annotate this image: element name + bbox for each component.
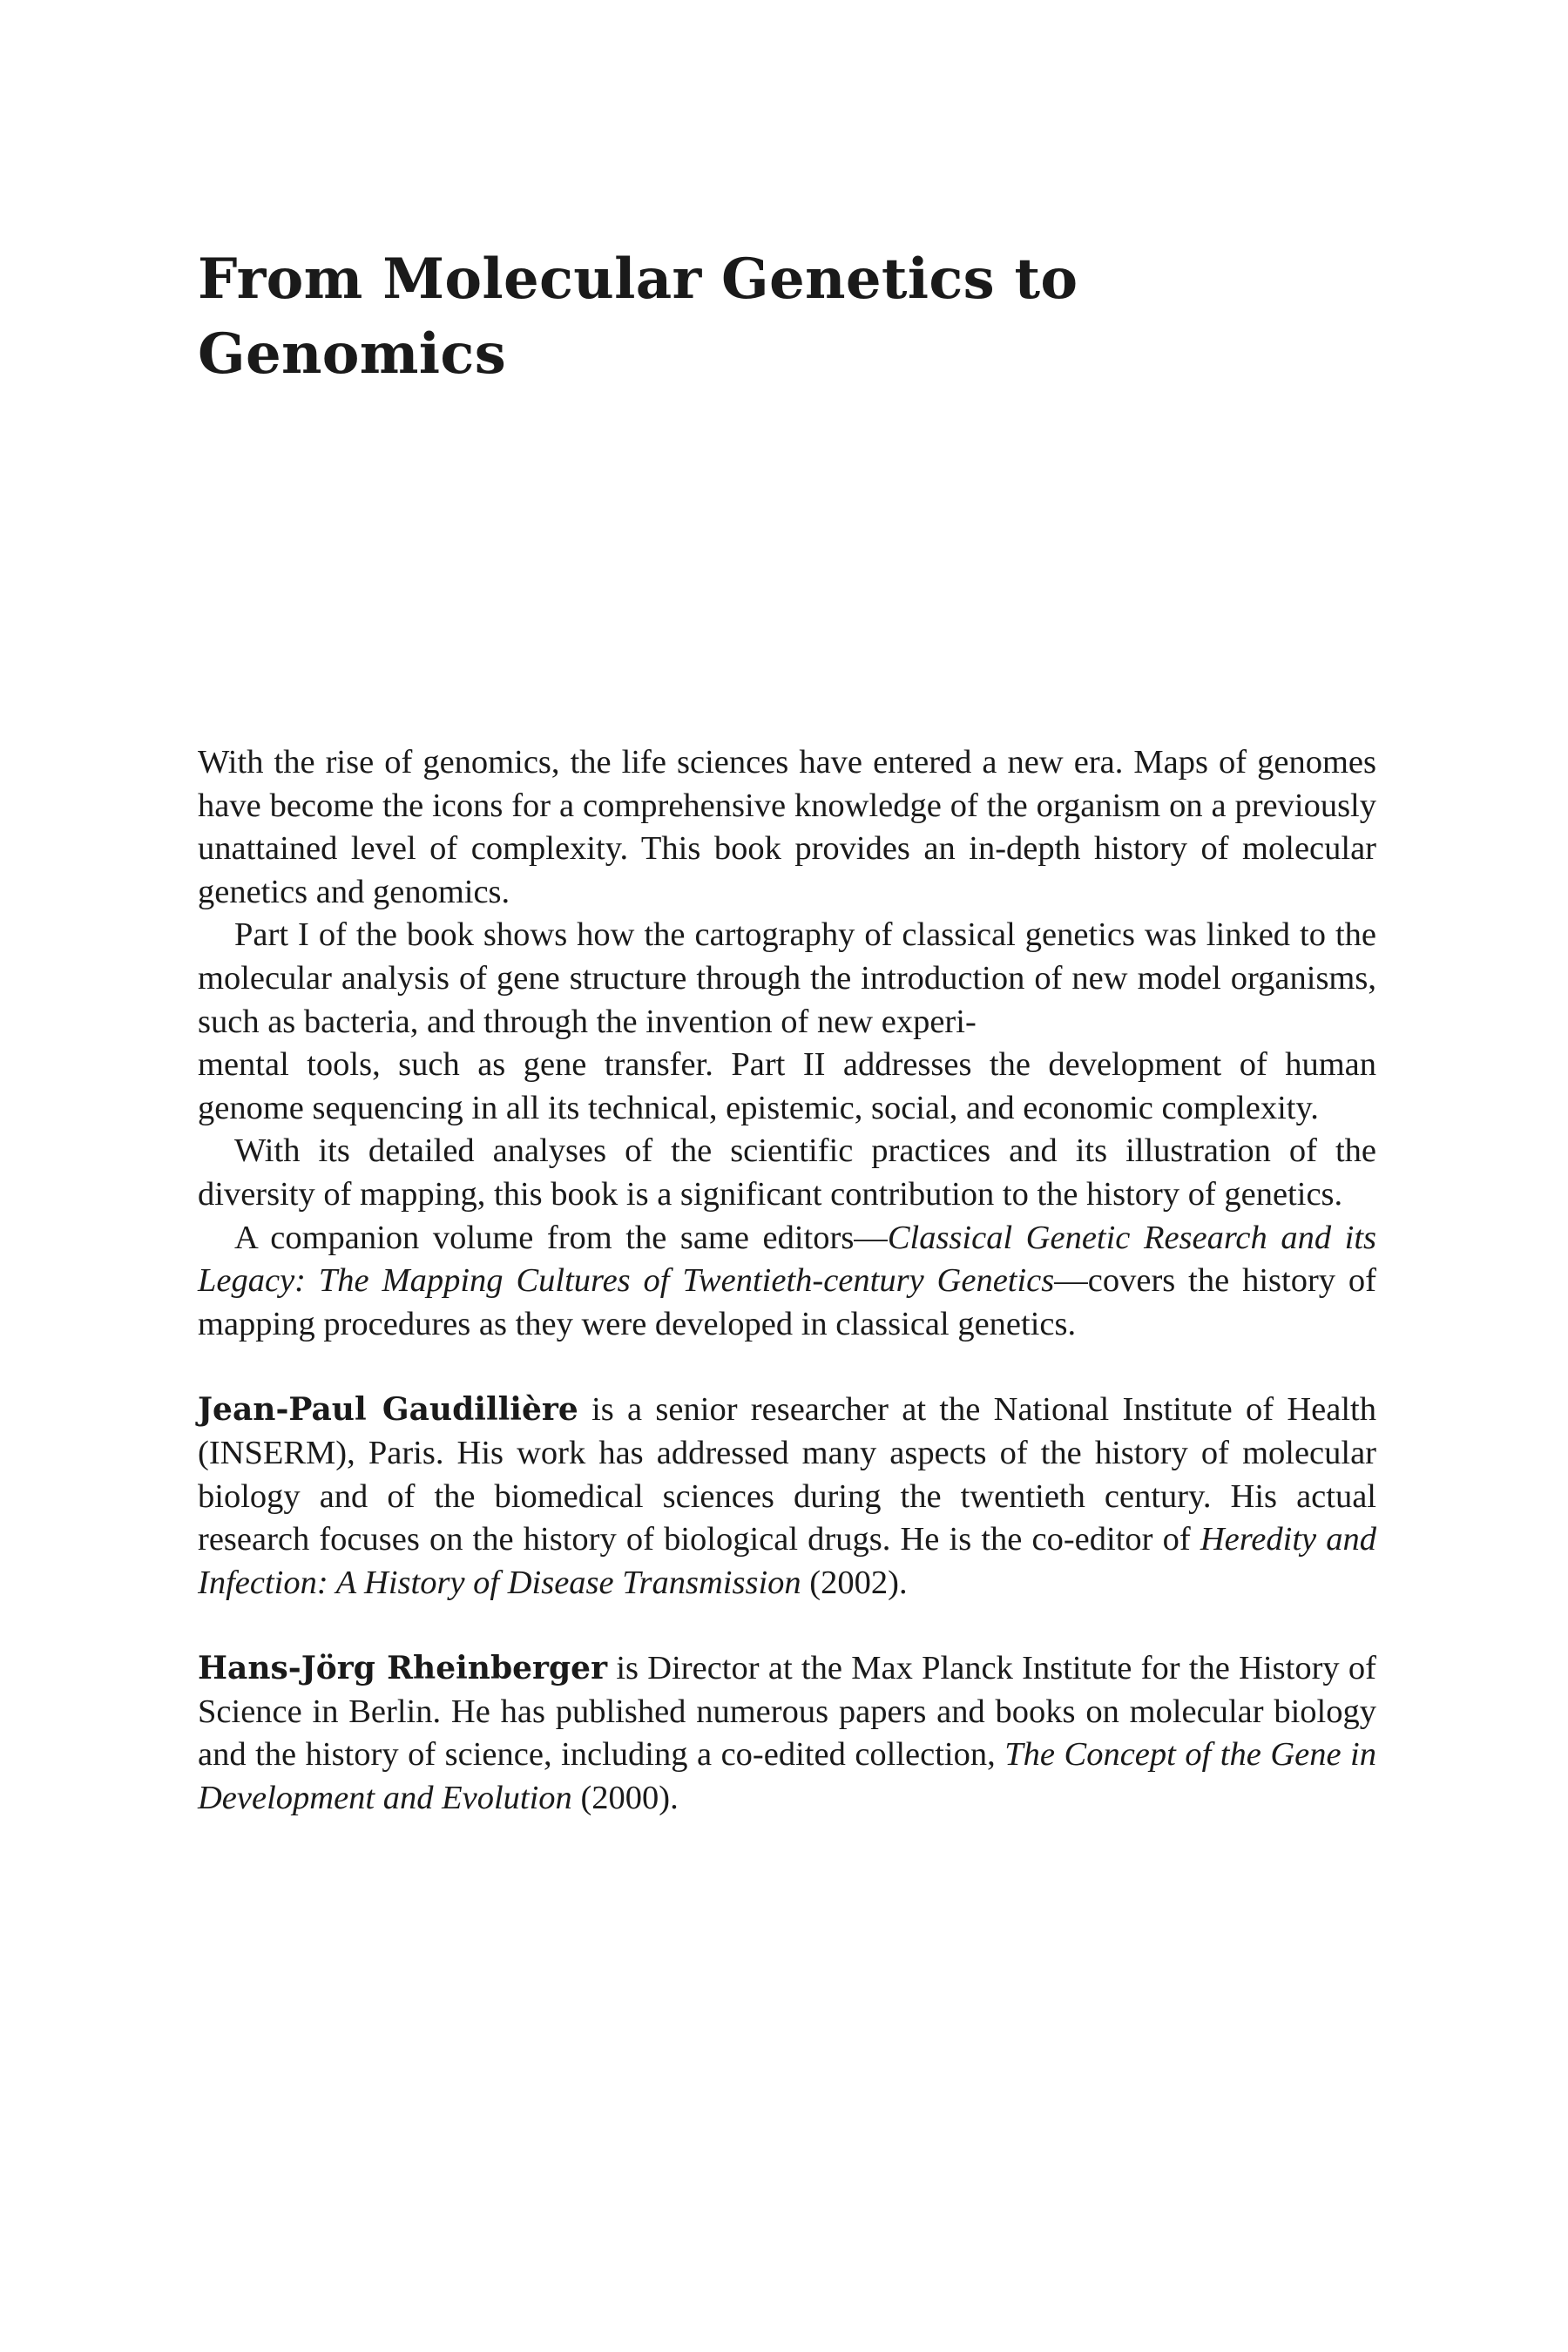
book-title-line-1: From Molecular Genetics to xyxy=(198,247,1078,312)
book-title-line-2: Genomics xyxy=(198,321,507,387)
editor-bio-gaudilliere xyxy=(198,1389,1376,1605)
editor-book-title: The Concept of the Gene in Development and Evolution xyxy=(198,1736,1376,1817)
editor-name: Jean-Paul Gaudillière xyxy=(198,1391,578,1429)
editor-bio-year: (2002). xyxy=(801,1564,908,1601)
editor-bio-text: is Director at the Max Planck Institute for the History of Science in Berlin. He has published numerous papers and books on molecular biology and the history of science, including a co-edited collection, xyxy=(198,1650,1377,1774)
editor-bio-year: (2000). xyxy=(571,1780,679,1817)
description-paragraph-4 xyxy=(198,1217,1376,1347)
book-page xyxy=(198,0,1376,2352)
description-paragraph-2-part-a: Part I of the book shows how the cartography of classical genetics was linked to the molecular analysis of gene structure through the introduction of new model organisms, such as bacteria, and through the invention of new experi xyxy=(198,916,1376,1040)
description-paragraph-1: With the rise of genomics, the life sciences have entered a new era. Maps of genomes have become the icons for a comprehensive knowledge of the organism on a previously unattained level of complexity. This book provides an in-depth history of molecular genetics and genomics. xyxy=(198,744,1376,910)
book-description xyxy=(198,741,1376,1821)
description-paragraph-3: With its detailed analyses of the scientific practices and its illustration of the diversity of mapping, this book is a significant contribution to the history of genetics. xyxy=(198,1132,1376,1213)
companion-volume-title: Classical Genetic Research and its Legacy: The Mapping Cultures of Twentieth-century Genetics xyxy=(198,1219,1376,1300)
book-title xyxy=(198,242,1376,392)
editor-book-title: Heredity and Infection: A History of Disease Transmission xyxy=(198,1521,1376,1601)
description-paragraph-2-part-b: mental tools, such as gene transfer. Part II addresses the development of human genome sequencing in all its technical, epistemic, social, and economic complexity. xyxy=(198,1046,1376,1126)
editor-bio-rheinberger xyxy=(198,1647,1376,1820)
companion-outro: —covers the history of mapping procedures as they were developed in classical genetics. xyxy=(198,1262,1376,1342)
editor-bio-text: is a senior researcher at the National Institute of Health (INSERM), Paris. His work has addressed many aspects of the history of molecular biology and of the biomedical sciences during the twentieth century. His actual research focuses on the history of biological drugs. He is the co-editor of xyxy=(198,1391,1376,1558)
line-break-hyphen: - xyxy=(964,1003,977,1040)
editor-name: Hans-Jörg Rheinberger xyxy=(198,1650,608,1687)
companion-intro: A companion volume from the same editors— xyxy=(234,1219,888,1256)
description-paragraph-2 xyxy=(198,914,1376,1130)
